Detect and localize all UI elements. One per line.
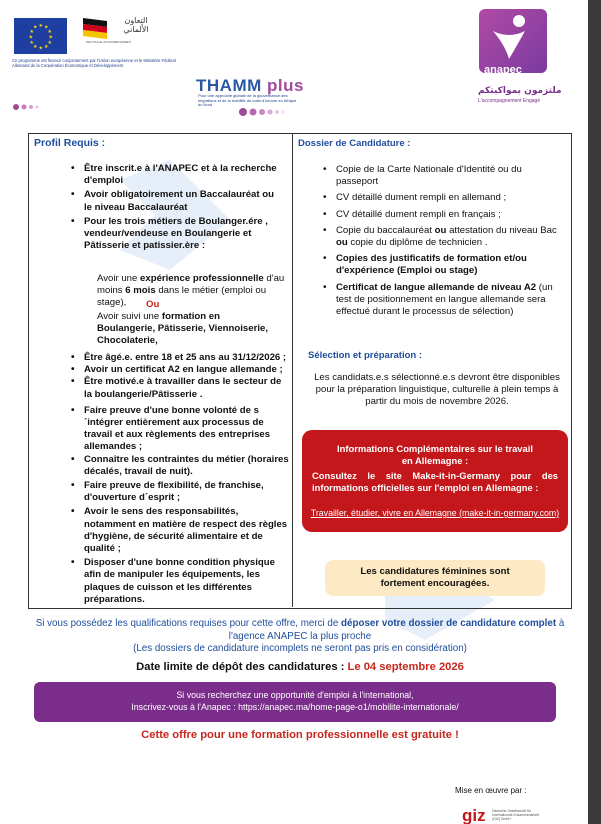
- formation-text-plain: Avoir suivi une: [97, 311, 162, 322]
- svg-text:★: ★: [29, 29, 34, 35]
- formation-text: [97, 311, 277, 348]
- svg-text:★: ★: [47, 40, 52, 46]
- list-item: [71, 376, 289, 400]
- deadline-date: Le 04 septembre 2026: [347, 661, 464, 673]
- svg-text:★: ★: [38, 45, 43, 52]
- dossier-item: copie du diplôme de technicien .: [347, 237, 488, 249]
- bullet-icon: •: [71, 404, 75, 416]
- svg-text:★: ★: [44, 24, 49, 31]
- apply-text-bold: déposer votre dossier de candidature complet: [341, 618, 557, 629]
- anapec-arabic: ملتزمون بمواكبتكم: [478, 86, 562, 96]
- german-coop-arabic: التعاون الألماني: [123, 16, 149, 34]
- giz-text: Deutsche Gesellschaft für Internationale Zusammenarbeit (GIZ) GmbH: [492, 809, 539, 821]
- svg-text:★: ★: [44, 44, 49, 50]
- thamm-name: THAMM: [196, 76, 262, 95]
- anapec-name: anapec: [484, 64, 522, 76]
- svg-text:★: ★: [33, 24, 38, 31]
- list-item: [71, 480, 289, 504]
- exp-bold: expérience professionnelle: [140, 273, 264, 284]
- profil-item: Connaître les contraintes du métier (horaires décalés, travail de nuit).: [84, 453, 289, 477]
- profil-item: Faire preuve d'une bonne volonté de s´intégrer entièrement aux processus de travail et aux règlements des entreprises allemandes ;: [84, 404, 271, 453]
- exp-bold: 6 mois: [125, 285, 156, 297]
- anapec-mobility-link[interactable]: Inscrivez-vous à l'Anapec : https://anapec.ma/home-page-o1/mobilite-internationale/: [131, 702, 459, 712]
- exp-text: d'au moins: [97, 273, 285, 297]
- list-item: [323, 253, 558, 277]
- bullet-icon: •: [71, 557, 75, 569]
- apply-text: à l'agence ANAPEC la plus proche: [228, 618, 565, 642]
- bullet-icon: •: [71, 215, 75, 227]
- apply-instructions: [30, 618, 570, 656]
- exp-text: dans le métier (emploi ou stage),: [97, 285, 267, 309]
- bullet-icon: •: [71, 163, 75, 174]
- dossier-item: attestation du niveau Bac: [446, 224, 557, 236]
- selection-text: Les candidats.e.s sélectionné.e.s devront être disponibles pour la préparation linguistique, culturelle à plein temps à partir du mois de novembre 2026.: [314, 372, 560, 408]
- list-item: [323, 208, 558, 221]
- bullet-icon: •: [71, 376, 75, 388]
- list-item: [323, 281, 558, 319]
- profil-list-2: [71, 352, 289, 606]
- decorative-dots: [12, 98, 42, 116]
- dossier-list: [323, 164, 558, 318]
- experience-text: [97, 273, 287, 310]
- deadline: [30, 661, 570, 673]
- info-box: [302, 430, 568, 532]
- profil-item: Être inscrit.e à l'ANAPEC et à la recherche d'emploi: [84, 163, 277, 187]
- list-item: [323, 164, 558, 188]
- thamm-tagline: Pour une approche globale de la gouvernance des migrations et de la mobilité du main d'oeuvre en Afrique du Nord: [198, 93, 297, 108]
- german-flag-icon: [83, 18, 105, 38]
- profil-title: Profil Requis :: [34, 137, 106, 149]
- german-coop-label: DEUTSCHE ZUSAMMENARBEIT: [86, 40, 132, 44]
- list-item: [71, 404, 289, 454]
- giz-logo: [462, 806, 542, 824]
- list-item: [323, 192, 558, 204]
- list-item: [71, 352, 289, 364]
- svg-text:★: ★: [48, 34, 53, 41]
- bullet-icon: •: [71, 189, 75, 201]
- international-line: Si vous recherchez une opportunité d'emploi à l'international,: [176, 690, 414, 700]
- list-item: [71, 163, 284, 187]
- list-item: [71, 506, 289, 555]
- svg-text:★: ★: [29, 40, 34, 46]
- bullet-icon: •: [323, 224, 327, 236]
- dossier-title: Dossier de Candidature :: [298, 138, 411, 149]
- svg-text:★: ★: [38, 23, 43, 29]
- profil-item: Disposer d'une bonne condition physique afin de manipuler les équipements, les plaques de cuisson et les différentes préparations.: [84, 557, 275, 605]
- bullet-icon: •: [71, 480, 75, 492]
- program-note: Ce programme est financé conjointement par l'Union européenne et le Ministère Fédéral Allemand de la Coopération Économique et Développement: [12, 58, 176, 68]
- exp-text: Avoir une: [97, 273, 141, 284]
- female-candidates-text: Les candidatures féminines sont fortement encouragées.: [360, 566, 510, 589]
- female-candidates-box: [325, 560, 545, 596]
- make-it-in-germany-link[interactable]: Travailler, étudier, vivre en Allemagne (make-it-in-germany.com): [310, 508, 560, 518]
- apply-text: Si vous possédez les qualifications requises pour cette offre, merci de: [35, 618, 342, 629]
- mise-en-oeuvre: Mise en œuvre par :: [455, 786, 527, 795]
- profil-item: Être âgé.e. entre 18 et 25 ans au 31/12/2026 ;: [84, 352, 287, 363]
- profil-list: [71, 163, 284, 252]
- list-item: [71, 364, 289, 376]
- list-item: [71, 557, 289, 606]
- bullet-icon: •: [71, 352, 75, 363]
- anapec-tagline: L'accompagnement Engagé: [478, 98, 541, 104]
- bullet-icon: •: [71, 453, 75, 465]
- dossier-item: Copie de la Carte Nationale d'Identité ou du passeport: [336, 164, 522, 188]
- svg-text:★: ★: [33, 44, 38, 50]
- profil-item: Avoir obligatoirement un Baccalauréat ou le niveau Baccalauréat: [84, 189, 274, 213]
- profil-item: Être motivé.e à travailler dans le secteur de la boulangerie/Pâtisserie .: [84, 376, 282, 400]
- info-box-text: Consultez le site Make-it-in-Germany pour des informations officielles sur l'emploi en Allemagne :: [312, 470, 558, 493]
- bullet-icon: •: [323, 192, 327, 204]
- bullet-icon: •: [323, 281, 327, 293]
- free-offer: Cette offre pour une formation professionnelle est gratuite !: [141, 729, 459, 741]
- profil-item: Faire preuve de flexibilité, de franchise, d'ouverture d´esprit ;: [84, 480, 264, 504]
- giz-name: giz: [462, 806, 486, 824]
- dossier-item: Copie du baccalauréat: [336, 224, 435, 236]
- list-item: [71, 189, 284, 213]
- dossier-item: Copies des justificatifs de formation et/ou d'expérience (Emploi ou stage): [336, 253, 527, 277]
- decorative-dots: [238, 104, 298, 122]
- bullet-icon: •: [323, 253, 327, 265]
- list-item: [71, 215, 284, 253]
- bullet-icon: •: [323, 164, 327, 175]
- dossier-item-or: ou: [434, 224, 447, 236]
- dossier-item: (un test de positionnement en langue allemande sera effectué durant le processus de sélection): [336, 281, 553, 318]
- profil-item: Avoir un certificat A2 en langue allemande ;: [84, 364, 283, 376]
- svg-text:★: ★: [47, 29, 52, 35]
- bullet-icon: •: [71, 364, 75, 376]
- international-box: [34, 682, 556, 722]
- selection-title: Sélection et préparation :: [308, 350, 423, 361]
- eu-flag-logo: [14, 18, 67, 54]
- deadline-label: Date limite de dépôt des candidatures :: [136, 661, 348, 673]
- international-text: [34, 689, 556, 713]
- profil-item: Pour les trois métiers de Boulanger.ére , vendeur/vendeuse en Boulangerie et Pâtisserie et patissier.ère :: [84, 215, 268, 252]
- list-item: [71, 453, 289, 478]
- info-box-title: Informations Complémentaires sur le travail en Allemagne :: [337, 443, 533, 466]
- dossier-item: Certificat de langue allemande de niveau A2: [336, 281, 537, 293]
- or-label: Ou: [146, 299, 160, 310]
- bullet-icon: •: [71, 506, 75, 518]
- formation-text-bold: formation en Boulangerie, Pâtisserie, Viennoiserie, Chocolaterie,: [97, 311, 268, 347]
- svg-text:★: ★: [28, 34, 33, 41]
- table-divider: [292, 133, 293, 607]
- list-item: [323, 224, 558, 249]
- bullet-icon: •: [323, 208, 327, 220]
- dossier-item: CV détaillé dument rempli en français ;: [336, 208, 501, 220]
- apply-note: (Les dossiers de candidature incomplets ne seront pas pris en considération): [133, 643, 467, 654]
- thamm-plus: plus: [267, 76, 304, 95]
- profil-item: Avoir le sens des responsabilités, notamment en matière de respect des règles d'hygiène, de sécurité alimentaire et de qualité ;: [84, 506, 288, 555]
- dossier-item-or: ou: [336, 237, 348, 249]
- dossier-item: CV détaillé dument rempli en allemand ;: [336, 192, 507, 204]
